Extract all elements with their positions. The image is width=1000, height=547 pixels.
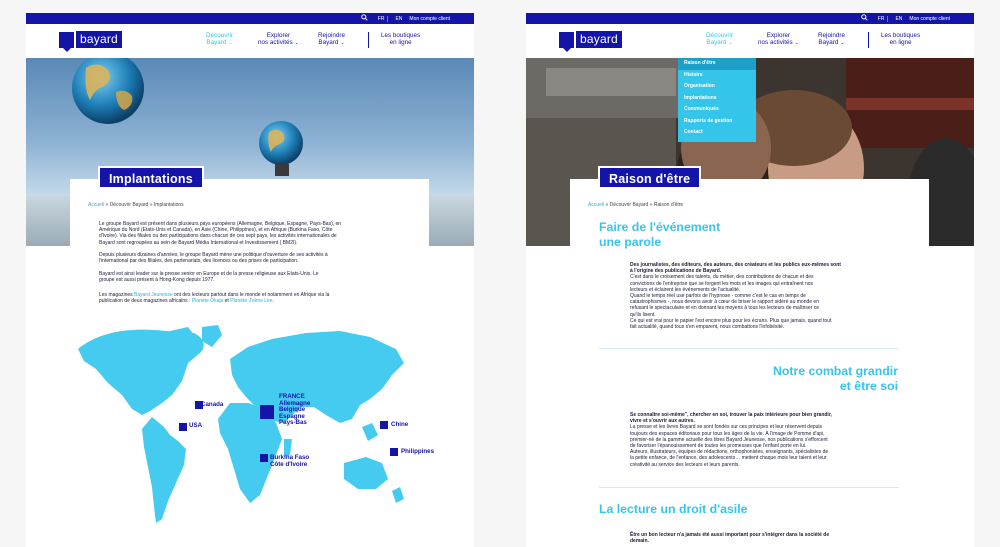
- chevron-down-icon: ⌄: [728, 40, 733, 46]
- menu-item-communiques[interactable]: Communiqués: [684, 106, 719, 112]
- page-title: Implantations: [98, 166, 204, 189]
- marker-china: [380, 421, 388, 429]
- top-utility-bar: [26, 13, 474, 24]
- label-philippines: Philippines: [401, 448, 435, 455]
- section-divider: [599, 487, 899, 488]
- raison-detre-page: [526, 13, 974, 547]
- marker-africa: [260, 454, 268, 462]
- nav-divider: [868, 32, 869, 48]
- menu-item-rapports[interactable]: Rapports de gestion: [684, 117, 733, 124]
- logo-word: bayard: [76, 31, 122, 48]
- breadcrumb-section[interactable]: Découvrir Bayard: [109, 202, 149, 208]
- menu-item-implantations[interactable]: Implantations: [684, 94, 717, 101]
- label-africa: Burkina Faso Côte d'Ivoire: [270, 454, 310, 468]
- breadcrumb-current: Implantations: [153, 202, 184, 208]
- marker-usa: [179, 423, 187, 431]
- nav-boutiques[interactable]: Les boutiques en ligne: [881, 32, 921, 46]
- main-nav: [26, 24, 474, 58]
- marker-philippines: [390, 448, 398, 456]
- label-usa: USA: [189, 422, 203, 429]
- link-bayard-jeunesse[interactable]: Bayard Jeunesse: [134, 292, 173, 298]
- leader-paragraph: Bayard est ainsi leader sur la presse senior en Europe et de la presse religieuse aux Etats-Unis. Le groupe est aussi présent à Hong-Kong depuis 1977.: [99, 271, 319, 284]
- logo-word: bayard: [576, 31, 622, 48]
- lang-en[interactable]: EN: [395, 15, 403, 22]
- breadcrumb-home[interactable]: Accueil: [588, 202, 605, 208]
- top-utility-bar: [526, 13, 974, 24]
- bayard-logo[interactable]: [559, 30, 622, 49]
- magazines-paragraph: Les magazines Bayard Jeunesse ont des lecteurs partout dans le monde et notamment en Afrique via la publication de deux magazines africains : Planète Okapi et Planète J'aime Lire.: [99, 292, 330, 305]
- section-heading-lecture: La lecture un droit d'asile: [599, 502, 748, 516]
- chevron-down-icon: ⌄: [794, 40, 799, 46]
- logo-mark-icon: [559, 32, 574, 48]
- section-text-evenement: Des journalistes, des éditeurs, des auteurs, des créateurs et les publics eux-mêmes sont à l'origine des publications de Bayard. C'est dans le croisement des talents, du métier, des contributions de chacun et des convictions de l'entreprise que se forgent les mots et les images qui entraînent nos lecteurs et éclairent les événements de l'actualité. Quand le temps réel use parfois de l'hypnose - comme c'est le cas en temps de catastrophismes -, nous devons avoir à cœur de briser le rapport sidéré au monde en refusant le spectaculaire et en donnant les moyens à tous les lecteurs de maîtriser ce qu'ils lisent. Ce qui est vrai pour le papier l'est encore plus pour les écrans. Plus que jamais, quand tout fait actualité, quand tous s'en emparent, nous combattons l'infobésité.: [630, 262, 841, 331]
- breadcrumb-current: Raison d'être: [653, 202, 684, 208]
- nav-divider: [368, 32, 369, 48]
- section-heading-evenement: Faire de l'événement une parole: [599, 220, 721, 249]
- logo-mark-icon: [59, 32, 74, 48]
- section-text-lecture: Être un bon lecteur n'a jamais été aussi important pour s'intégrer dans la société de demain.: [630, 532, 830, 545]
- menu-item-histoire[interactable]: Histoire: [684, 71, 703, 78]
- nav-rejoindre[interactable]: Rejoindre Bayard ⌄: [318, 32, 345, 46]
- section-heading-combat: Notre combat grandir et être soi: [772, 364, 898, 393]
- implantations-page: [26, 13, 474, 547]
- account-link[interactable]: Mon compte client: [909, 15, 950, 22]
- section-text-combat: Se connaître soi-même", chercher en soi, trouver la paix intérieure pour bien grandir, vivre et s'ouvrir aux autres. La presse et les livres Bayard se sont fondés sur ces principes et leur réservent depuis toujours des espaces éditoriaux pour tous les âges de la vie. À l'image de Pomme d'api, premier-né de la gamme actuelle des titres Bayard Jeunesse, nos publications s'efforcent de favoriser l'épanouissement de toutes les promesses que l'enfant porte en lui. Auteurs, illustrateurs, équipes de rédactions, orthophonistes, enseignants, spécialistes de la petite enfance, de l'enfance, des adolescents… mettent chaque mois leur talent et leur créativité au service des lecteurs et leurs parents.: [630, 412, 832, 468]
- page-title: Raison d'être: [598, 166, 701, 189]
- chevron-down-icon: ⌄: [340, 40, 345, 46]
- search-icon[interactable]: [361, 14, 368, 23]
- decouvrir-dropdown-menu: [678, 58, 756, 142]
- label-china: Chine: [391, 421, 409, 428]
- account-link[interactable]: Mon compte client: [409, 15, 450, 22]
- label-canada: Canada: [201, 401, 224, 408]
- chevron-down-icon: ⌄: [228, 40, 233, 46]
- section-divider: [599, 348, 899, 349]
- lang-fr[interactable]: FR: [875, 16, 889, 22]
- chevron-down-icon: ⌄: [840, 40, 845, 46]
- search-icon[interactable]: [861, 14, 868, 23]
- breadcrumb: Accueil » Découvrir Bayard » Raison d'être: [588, 202, 684, 208]
- nav-decouvrir[interactable]: Découvrir Bayard ⌄: [206, 32, 233, 46]
- link-planete-okapi[interactable]: Planète Okapi: [191, 298, 224, 305]
- nav-explorer[interactable]: Explorer nos activités ⌄: [758, 32, 799, 46]
- main-nav: [526, 24, 974, 58]
- chevron-down-icon: ⌄: [294, 40, 299, 46]
- nav-explorer[interactable]: Explorer nos activités ⌄: [258, 32, 299, 46]
- bayard-logo[interactable]: [59, 30, 122, 49]
- nav-boutiques[interactable]: Les boutiques en ligne: [381, 32, 421, 46]
- menu-item-contact[interactable]: Contact: [684, 129, 703, 135]
- nav-decouvrir[interactable]: Découvrir Bayard ⌄: [706, 32, 733, 46]
- link-planete-jaime-lire[interactable]: Planète J'aime Lire: [230, 298, 273, 305]
- nav-rejoindre[interactable]: Rejoindre Bayard ⌄: [818, 32, 845, 46]
- history-paragraph: Depuis plusieurs dizaines d'années, le groupe Bayard mène une politique d'ouverture de ses activités à l'international par des filiales, des partenariats, des licences ou des prises de participation.: [99, 252, 328, 265]
- menu-item-raison-detre[interactable]: Raison d'être: [678, 58, 756, 70]
- breadcrumb: Accueil » Découvrir Bayard » Implantations: [88, 202, 184, 208]
- breadcrumb-home[interactable]: Accueil: [88, 202, 105, 208]
- world-map: [70, 323, 429, 547]
- breadcrumb-section[interactable]: Découvrir Bayard: [609, 202, 649, 208]
- marker-france: [260, 405, 274, 419]
- lang-en[interactable]: EN: [895, 15, 903, 22]
- menu-item-organisation[interactable]: Organisation: [684, 83, 715, 89]
- label-europe: FRANCE Allemagne Belgique Espagne Pays-Bas: [279, 393, 311, 426]
- lang-fr[interactable]: FR: [375, 16, 389, 22]
- intro-paragraph: Le groupe Bayard est présent dans plusieurs pays européens (Allemagne, Belgique, Espagne, Pays-Bas), en Amérique du Nord (Etats-Unis et Canada), en Asie (Chine, Philippines), et en Afrique (Burkina Faso, Côte d'Ivoire). Via des filiales ou des participations dans chacun de ces sept pays, les activités internationales de Bayard sont regroupées au sein de Bayard Média International et Investissement ( BM2I).: [99, 221, 342, 246]
